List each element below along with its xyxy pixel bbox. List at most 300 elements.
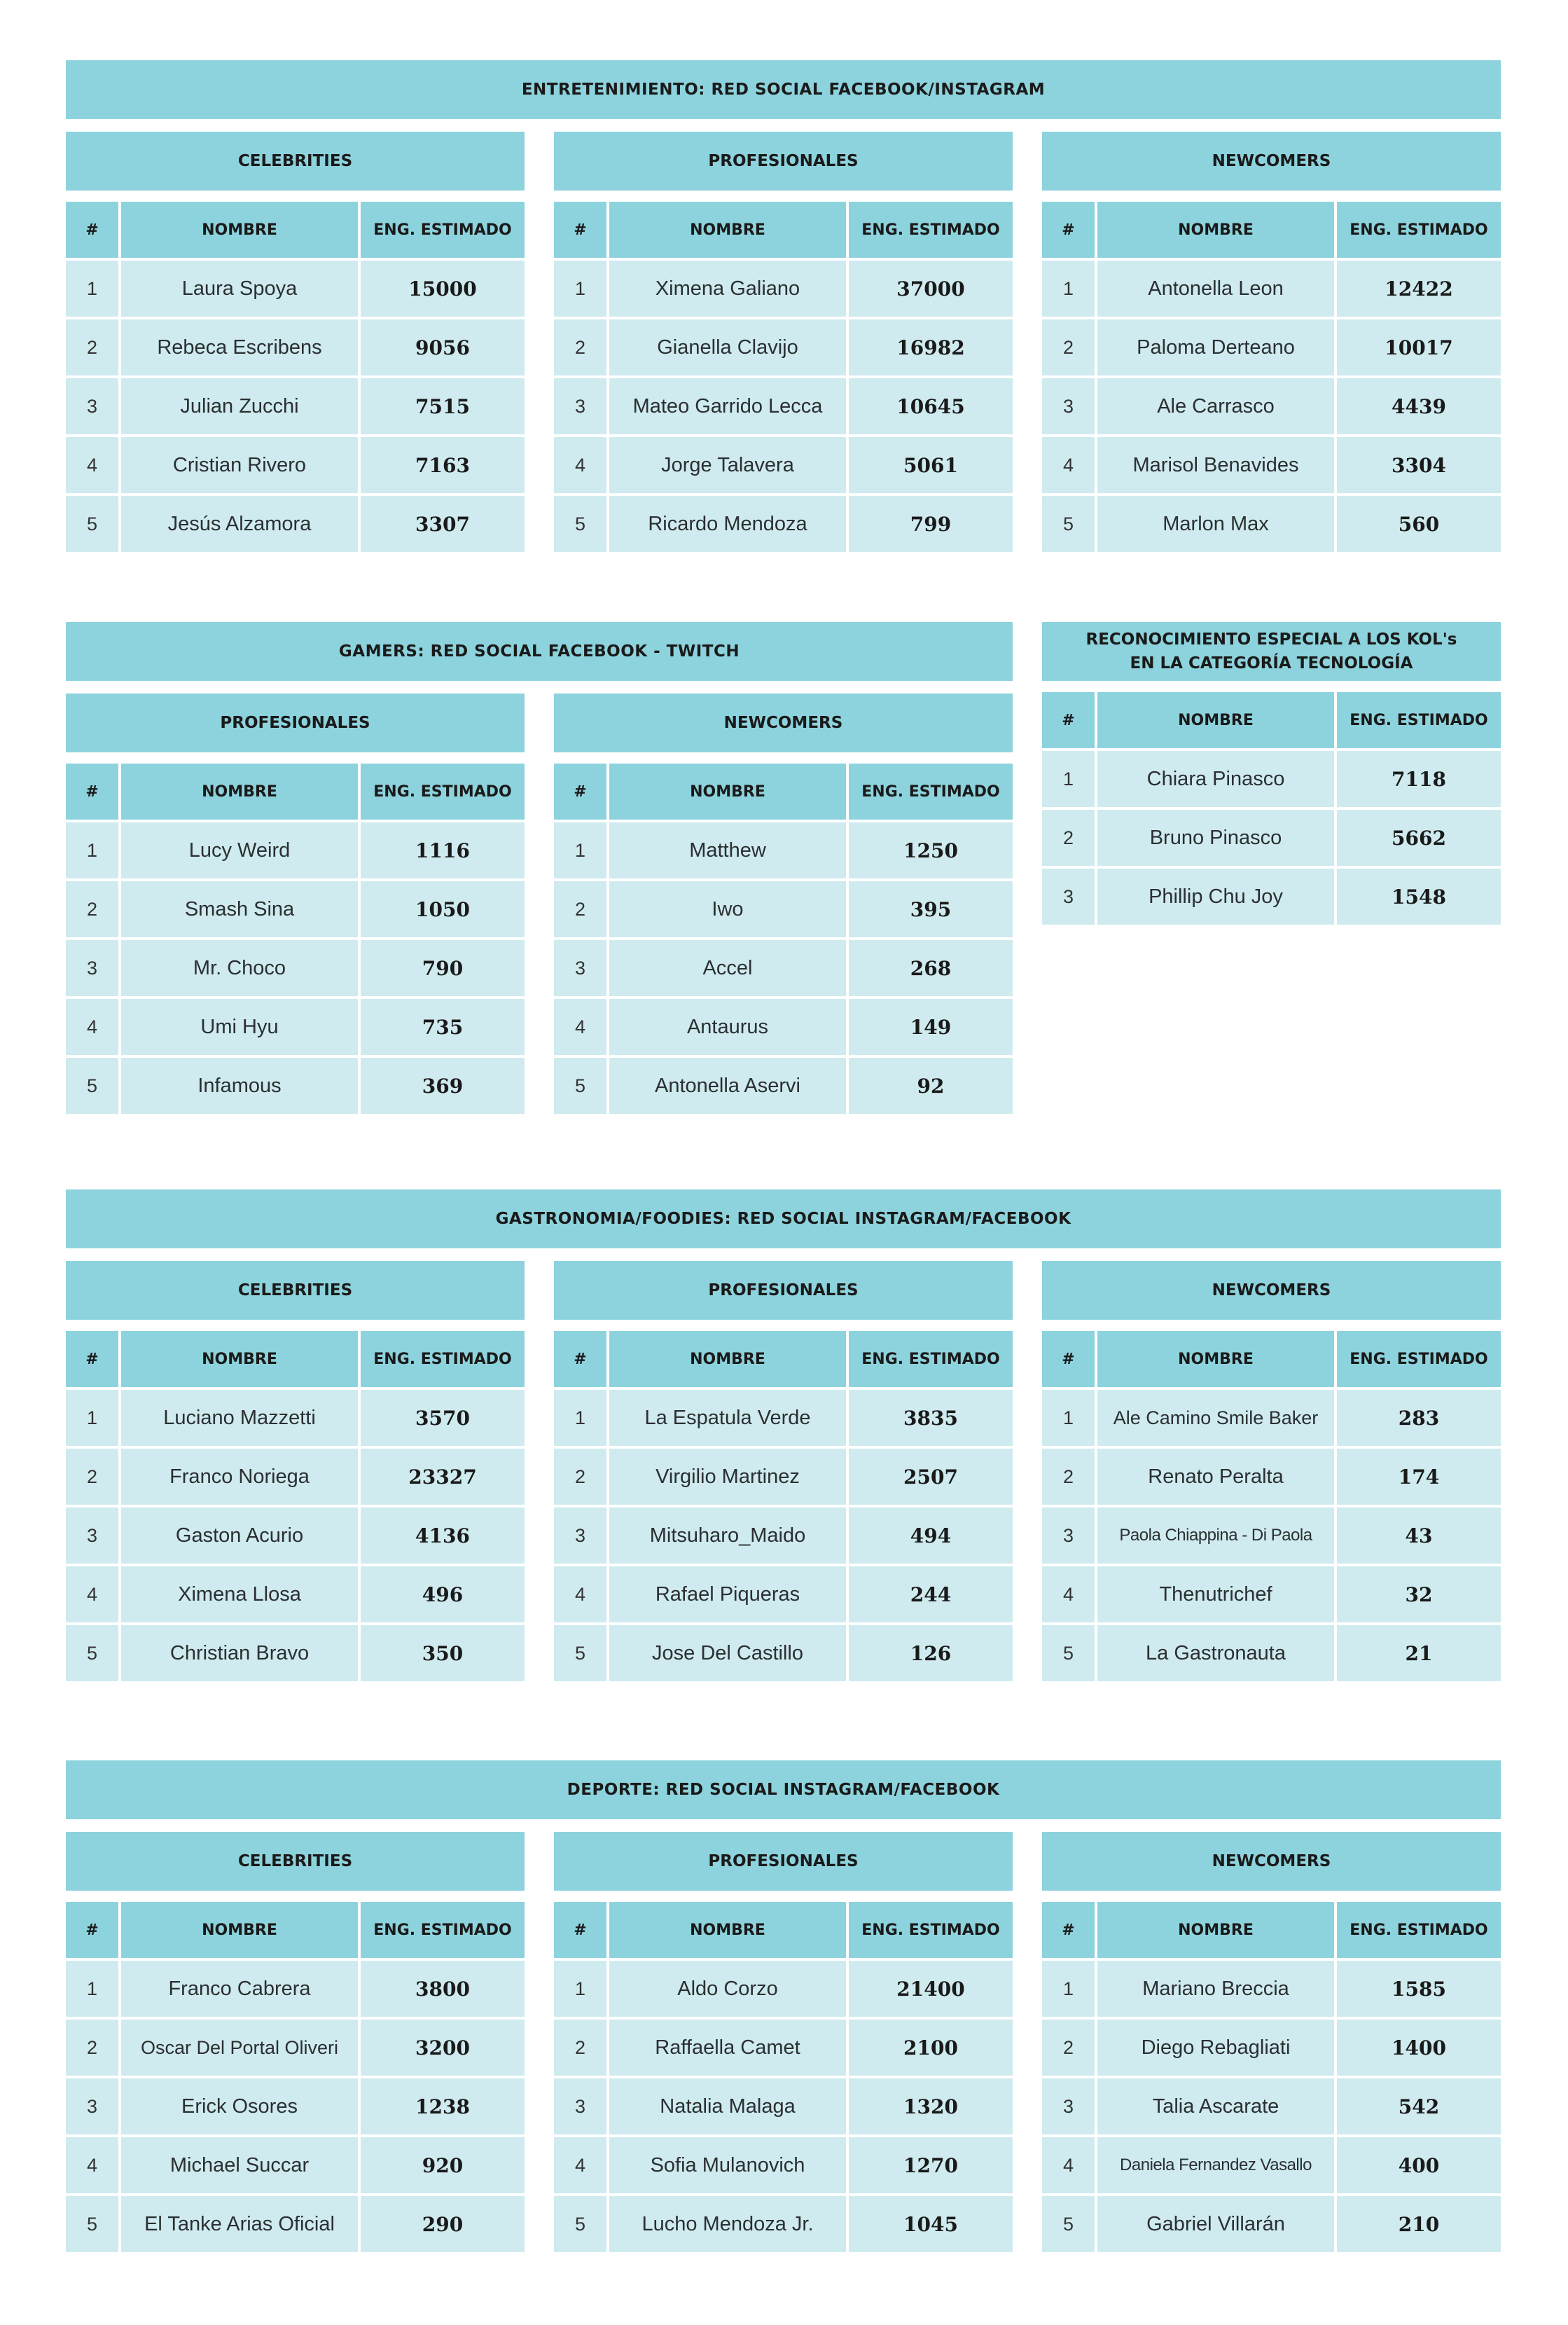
table-row [66, 822, 525, 878]
table-row [66, 1625, 525, 1681]
row-eng: 290 [361, 2196, 525, 2252]
row-num: 4 [554, 1566, 606, 1622]
row-name: Gabriel Villarán [1097, 2196, 1334, 2252]
row-name: Erick Osores [121, 2078, 358, 2134]
col-header-num: # [554, 1331, 606, 1387]
row-name: Cristian Rivero [121, 437, 358, 493]
table-row [66, 378, 525, 434]
table-row [554, 881, 1013, 937]
row-num: 3 [66, 378, 118, 434]
row-name: Umi Hyu [121, 999, 358, 1055]
row-num: 3 [66, 940, 118, 996]
row-eng: 126 [849, 1625, 1013, 1681]
row-name: Ale Carrasco [1097, 378, 1334, 434]
col-header-eng: ENG. ESTIMADO [849, 1902, 1013, 1958]
col-header-eng: ENG. ESTIMADO [1337, 692, 1501, 748]
row-num: 3 [1042, 2078, 1095, 2134]
row-eng: 16982 [849, 319, 1013, 375]
row-num: 2 [1042, 1449, 1095, 1505]
row-name: Accel [609, 940, 846, 996]
row-name: El Tanke Arias Oficial [121, 2196, 358, 2252]
table-celebrities [66, 1832, 525, 2252]
col-header-num: # [554, 202, 606, 258]
row-num: 4 [66, 2137, 118, 2193]
row-num: 4 [554, 999, 606, 1055]
special-title-line1: RECONOCIMIENTO ESPECIAL A LOS KOL's [1085, 630, 1457, 649]
row-num: 4 [554, 2137, 606, 2193]
row-name: Infamous [121, 1058, 358, 1114]
row-num: 5 [554, 496, 606, 552]
table-subtitle: NEWCOMERS [554, 694, 1013, 752]
col-header-num: # [66, 202, 118, 258]
table-profesionales [554, 1261, 1013, 1681]
row-eng: 2507 [849, 1449, 1013, 1505]
col-header-name: NOMBRE [121, 764, 358, 820]
row-num: 3 [554, 1508, 606, 1564]
table-row [554, 2137, 1013, 2193]
row-eng: 4136 [361, 1508, 525, 1564]
col-header-num: # [66, 1331, 118, 1387]
row-eng: 3200 [361, 2020, 525, 2076]
table-row [66, 496, 525, 552]
row-eng: 4439 [1337, 378, 1501, 434]
col-header-name: NOMBRE [609, 1902, 846, 1958]
col-header-name: NOMBRE [121, 1331, 358, 1387]
row-name: Ximena Llosa [121, 1566, 358, 1622]
row-eng: 7118 [1337, 751, 1501, 807]
row-num: 4 [1042, 437, 1095, 493]
row-eng: 283 [1337, 1390, 1501, 1446]
row-name: Ricardo Mendoza [609, 496, 846, 552]
row-name: Thenutrichef [1097, 1566, 1334, 1622]
table-subtitle: NEWCOMERS [1042, 1832, 1501, 1891]
row-eng: 21 [1337, 1625, 1501, 1681]
row-name: Ximena Galiano [609, 261, 846, 317]
table-header [1042, 1331, 1501, 1387]
row-eng: 494 [849, 1508, 1013, 1564]
table-row [1042, 2137, 1501, 2193]
table-celebrities [66, 132, 525, 552]
row-name: Antaurus [609, 999, 846, 1055]
row-num: 4 [66, 999, 118, 1055]
row-num: 2 [66, 2020, 118, 2076]
table-row [66, 1566, 525, 1622]
table-row [66, 261, 525, 317]
row-num: 1 [1042, 1390, 1095, 1446]
row-eng: 7163 [361, 437, 525, 493]
table-subtitle: PROFESIONALES [554, 1832, 1013, 1891]
table-row [66, 319, 525, 375]
row-name: La Gastronauta [1097, 1625, 1334, 1681]
col-header-eng: ENG. ESTIMADO [1337, 1902, 1501, 1958]
row-name: Laura Spoya [121, 261, 358, 317]
row-name: Daniela Fernandez Vasallo [1097, 2137, 1334, 2193]
row-name: Renato Peralta [1097, 1449, 1334, 1505]
table-row [1042, 810, 1501, 866]
table-row [1042, 261, 1501, 317]
col-header-name: NOMBRE [609, 1331, 846, 1387]
table-row [1042, 496, 1501, 552]
table-subtitle: NEWCOMERS [1042, 132, 1501, 191]
row-eng: 5061 [849, 437, 1013, 493]
row-eng: 920 [361, 2137, 525, 2193]
row-name: Luciano Mazzetti [121, 1390, 358, 1446]
table-row [66, 2078, 525, 2134]
row-num: 5 [66, 496, 118, 552]
table-header [554, 1331, 1013, 1387]
col-header-name: NOMBRE [1097, 692, 1334, 748]
table-row [66, 1508, 525, 1564]
row-name: Oscar Del Portal Oliveri [121, 2020, 358, 2076]
row-name: Sofia Mulanovich [609, 2137, 846, 2193]
row-eng: 7515 [361, 378, 525, 434]
row-num: 2 [554, 881, 606, 937]
row-num: 1 [1042, 751, 1095, 807]
col-header-num: # [1042, 692, 1095, 748]
row-name: Iwo [609, 881, 846, 937]
col-header-name: NOMBRE [1097, 1331, 1334, 1387]
table-row [1042, 1508, 1501, 1564]
table-row [1042, 1390, 1501, 1446]
row-eng: 3304 [1337, 437, 1501, 493]
row-name: Gianella Clavijo [609, 319, 846, 375]
row-eng: 15000 [361, 261, 525, 317]
table-newcomers [1042, 132, 1501, 552]
row-eng: 92 [849, 1058, 1013, 1114]
col-header-eng: ENG. ESTIMADO [1337, 1331, 1501, 1387]
special-title-line2: EN LA CATEGORÍA TECNOLOGÍA [1130, 654, 1413, 672]
row-name: Jorge Talavera [609, 437, 846, 493]
table-header [554, 764, 1013, 820]
row-eng: 542 [1337, 2078, 1501, 2134]
row-name: Gaston Acurio [121, 1508, 358, 1564]
col-header-eng: ENG. ESTIMADO [849, 764, 1013, 820]
row-num: 1 [66, 261, 118, 317]
row-name: Franco Cabrera [121, 1961, 358, 2017]
table-subtitle: PROFESIONALES [66, 694, 525, 752]
row-num: 3 [66, 2078, 118, 2134]
table-header [1042, 692, 1501, 748]
row-name: Jesús Alzamora [121, 496, 358, 552]
row-name: Julian Zucchi [121, 378, 358, 434]
table-row [554, 2020, 1013, 2076]
col-header-eng: ENG. ESTIMADO [1337, 202, 1501, 258]
row-name: La Espatula Verde [609, 1390, 846, 1446]
table-row [554, 1625, 1013, 1681]
row-num: 5 [1042, 1625, 1095, 1681]
table-row [554, 940, 1013, 996]
row-num: 4 [1042, 1566, 1095, 1622]
col-header-eng: ENG. ESTIMADO [361, 1331, 525, 1387]
row-name: Phillip Chu Joy [1097, 869, 1334, 925]
row-name: Lucy Weird [121, 822, 358, 878]
row-eng: 1400 [1337, 2020, 1501, 2076]
table-subtitle: CELEBRITIES [66, 1261, 525, 1320]
col-header-name: NOMBRE [121, 1902, 358, 1958]
row-num: 2 [1042, 810, 1095, 866]
col-header-num: # [1042, 1902, 1095, 1958]
table-row [66, 2137, 525, 2193]
col-header-eng: ENG. ESTIMADO [361, 1902, 525, 1958]
table-newcomers [1042, 1261, 1501, 1681]
row-eng: 21400 [849, 1961, 1013, 2017]
row-eng: 43 [1337, 1508, 1501, 1564]
table-profesionales [66, 694, 525, 1114]
section-title-gamers: GAMERS: RED SOCIAL FACEBOOK - TWITCH [66, 622, 1013, 681]
row-name: Matthew [609, 822, 846, 878]
row-name: Franco Noriega [121, 1449, 358, 1505]
row-name: Virgilio Martinez [609, 1449, 846, 1505]
row-eng: 210 [1337, 2196, 1501, 2252]
table-row [1042, 751, 1501, 807]
row-name: Natalia Malaga [609, 2078, 846, 2134]
row-name: Mitsuharo_Maido [609, 1508, 846, 1564]
row-eng: 174 [1337, 1449, 1501, 1505]
row-eng: 1585 [1337, 1961, 1501, 2017]
col-header-num: # [66, 1902, 118, 1958]
row-num: 3 [554, 2078, 606, 2134]
row-eng: 1050 [361, 881, 525, 937]
row-eng: 10017 [1337, 319, 1501, 375]
row-name: Marlon Max [1097, 496, 1334, 552]
row-name: Lucho Mendoza Jr. [609, 2196, 846, 2252]
table-row [66, 1449, 525, 1505]
row-eng: 5662 [1337, 810, 1501, 866]
row-eng: 2100 [849, 2020, 1013, 2076]
table-row [554, 261, 1013, 317]
table-row [1042, 1625, 1501, 1681]
table-row [554, 496, 1013, 552]
col-header-eng: ENG. ESTIMADO [361, 764, 525, 820]
row-eng: 9056 [361, 319, 525, 375]
table-header [66, 202, 525, 258]
table-row [554, 1449, 1013, 1505]
col-header-num: # [554, 764, 606, 820]
table-header [66, 1331, 525, 1387]
table-profesionales [554, 1832, 1013, 2252]
row-name: Rafael Piqueras [609, 1566, 846, 1622]
table-row [1042, 378, 1501, 434]
row-num: 2 [554, 2020, 606, 2076]
row-eng: 268 [849, 940, 1013, 996]
row-name: Paola Chiappina - Di Paola [1097, 1508, 1334, 1564]
row-num: 2 [1042, 319, 1095, 375]
row-name: Rebeca Escribens [121, 319, 358, 375]
row-num: 2 [1042, 2020, 1095, 2076]
row-num: 2 [66, 319, 118, 375]
table-row [1042, 319, 1501, 375]
row-eng: 3570 [361, 1390, 525, 1446]
table-subtitle: CELEBRITIES [66, 1832, 525, 1891]
section-title-deporte: DEPORTE: RED SOCIAL INSTAGRAM/FACEBOOK [66, 1760, 1501, 1819]
table-row [1042, 437, 1501, 493]
table-subtitle: PROFESIONALES [554, 132, 1013, 191]
row-num: 1 [554, 822, 606, 878]
table-row [66, 940, 525, 996]
col-header-eng: ENG. ESTIMADO [849, 202, 1013, 258]
row-num: 3 [66, 1508, 118, 1564]
col-header-num: # [1042, 202, 1095, 258]
table-subtitle: CELEBRITIES [66, 132, 525, 191]
row-num: 1 [1042, 261, 1095, 317]
table-row [66, 1390, 525, 1446]
table-row [66, 2020, 525, 2076]
table-header [554, 1902, 1013, 1958]
table-row [66, 2196, 525, 2252]
col-header-eng: ENG. ESTIMADO [361, 202, 525, 258]
table-row [66, 1058, 525, 1114]
row-name: Chiara Pinasco [1097, 751, 1334, 807]
table-header [1042, 202, 1501, 258]
row-num: 5 [66, 1058, 118, 1114]
row-num: 1 [66, 822, 118, 878]
table-row [66, 881, 525, 937]
row-eng: 1270 [849, 2137, 1013, 2193]
row-eng: 1250 [849, 822, 1013, 878]
row-num: 1 [554, 1390, 606, 1446]
section-title-gastronomia: GASTRONOMIA/FOODIES: RED SOCIAL INSTAGRAM/FACEBOOK [66, 1189, 1501, 1248]
row-name: Paloma Derteano [1097, 319, 1334, 375]
row-name: Talia Ascarate [1097, 2078, 1334, 2134]
row-eng: 3835 [849, 1390, 1013, 1446]
table-row [1042, 2196, 1501, 2252]
col-header-eng: ENG. ESTIMADO [849, 1331, 1013, 1387]
row-eng: 350 [361, 1625, 525, 1681]
table-row [1042, 1961, 1501, 2017]
row-num: 5 [1042, 2196, 1095, 2252]
row-name: Antonella Aservi [609, 1058, 846, 1114]
row-eng: 496 [361, 1566, 525, 1622]
row-eng: 23327 [361, 1449, 525, 1505]
table-row [1042, 1449, 1501, 1505]
table-row [66, 999, 525, 1055]
row-name: Bruno Pinasco [1097, 810, 1334, 866]
row-eng: 1045 [849, 2196, 1013, 2252]
row-eng: 799 [849, 496, 1013, 552]
table-row [1042, 2020, 1501, 2076]
row-eng: 400 [1337, 2137, 1501, 2193]
table-row [1042, 2078, 1501, 2134]
col-header-num: # [66, 764, 118, 820]
row-num: 4 [66, 437, 118, 493]
col-header-num: # [554, 1902, 606, 1958]
row-num: 1 [554, 1961, 606, 2017]
col-header-name: NOMBRE [1097, 1902, 1334, 1958]
table-header [1042, 1902, 1501, 1958]
table-row [66, 437, 525, 493]
row-eng: 1320 [849, 2078, 1013, 2134]
row-name: Aldo Corzo [609, 1961, 846, 2017]
table-row [554, 437, 1013, 493]
table-row [554, 822, 1013, 878]
row-name: Antonella Leon [1097, 261, 1334, 317]
row-eng: 395 [849, 881, 1013, 937]
row-name: Michael Succar [121, 2137, 358, 2193]
row-num: 5 [66, 2196, 118, 2252]
row-eng: 32 [1337, 1566, 1501, 1622]
row-num: 5 [554, 2196, 606, 2252]
col-header-name: NOMBRE [609, 202, 846, 258]
col-header-name: NOMBRE [609, 764, 846, 820]
table-row [554, 999, 1013, 1055]
table-row [554, 1961, 1013, 2017]
table-row [554, 2078, 1013, 2134]
row-num: 1 [66, 1961, 118, 2017]
row-num: 3 [554, 940, 606, 996]
row-num: 5 [554, 1625, 606, 1681]
row-num: 5 [66, 1625, 118, 1681]
row-eng: 10645 [849, 378, 1013, 434]
table-subtitle: NEWCOMERS [1042, 1261, 1501, 1320]
table-row [554, 1058, 1013, 1114]
row-name: Mateo Garrido Lecca [609, 378, 846, 434]
row-num: 3 [1042, 378, 1095, 434]
row-eng: 369 [361, 1058, 525, 1114]
row-num: 2 [66, 881, 118, 937]
row-eng: 3800 [361, 1961, 525, 2017]
row-eng: 12422 [1337, 261, 1501, 317]
table-profesionales [554, 132, 1013, 552]
table-row [1042, 869, 1501, 925]
table-row [554, 1390, 1013, 1446]
table-newcomers [554, 694, 1013, 1114]
row-num: 1 [554, 261, 606, 317]
row-eng: 735 [361, 999, 525, 1055]
table-row [554, 378, 1013, 434]
row-num: 2 [554, 1449, 606, 1505]
row-num: 5 [554, 1058, 606, 1114]
row-eng: 1116 [361, 822, 525, 878]
row-num: 5 [1042, 496, 1095, 552]
table-row [554, 2196, 1013, 2252]
row-name: Marisol Benavides [1097, 437, 1334, 493]
table-header [554, 202, 1013, 258]
row-eng: 244 [849, 1566, 1013, 1622]
section-title-entretenimiento: ENTRETENIMIENTO: RED SOCIAL FACEBOOK/INSTAGRAM [66, 60, 1501, 119]
row-name: Ale Camino Smile Baker [1097, 1390, 1334, 1446]
row-num: 1 [1042, 1961, 1095, 2017]
table-row [66, 1961, 525, 2017]
table-special-tecnologia [1042, 622, 1501, 925]
table-celebrities [66, 1261, 525, 1681]
row-num: 3 [1042, 1508, 1095, 1564]
row-name: Jose Del Castillo [609, 1625, 846, 1681]
row-num: 4 [1042, 2137, 1095, 2193]
special-title [1042, 622, 1501, 681]
row-eng: 149 [849, 999, 1013, 1055]
row-name: Smash Sina [121, 881, 358, 937]
row-num: 4 [554, 437, 606, 493]
table-row [554, 1566, 1013, 1622]
table-header [66, 764, 525, 820]
row-num: 3 [1042, 869, 1095, 925]
col-header-num: # [1042, 1331, 1095, 1387]
row-eng: 3307 [361, 496, 525, 552]
row-name: Mariano Breccia [1097, 1961, 1334, 2017]
row-eng: 1238 [361, 2078, 525, 2134]
table-row [554, 319, 1013, 375]
table-subtitle: PROFESIONALES [554, 1261, 1013, 1320]
row-eng: 37000 [849, 261, 1013, 317]
table-row [554, 1508, 1013, 1564]
table-newcomers [1042, 1832, 1501, 2252]
row-num: 2 [554, 319, 606, 375]
row-name: Diego Rebagliati [1097, 2020, 1334, 2076]
row-eng: 1548 [1337, 869, 1501, 925]
row-num: 2 [66, 1449, 118, 1505]
col-header-name: NOMBRE [1097, 202, 1334, 258]
table-row [1042, 1566, 1501, 1622]
